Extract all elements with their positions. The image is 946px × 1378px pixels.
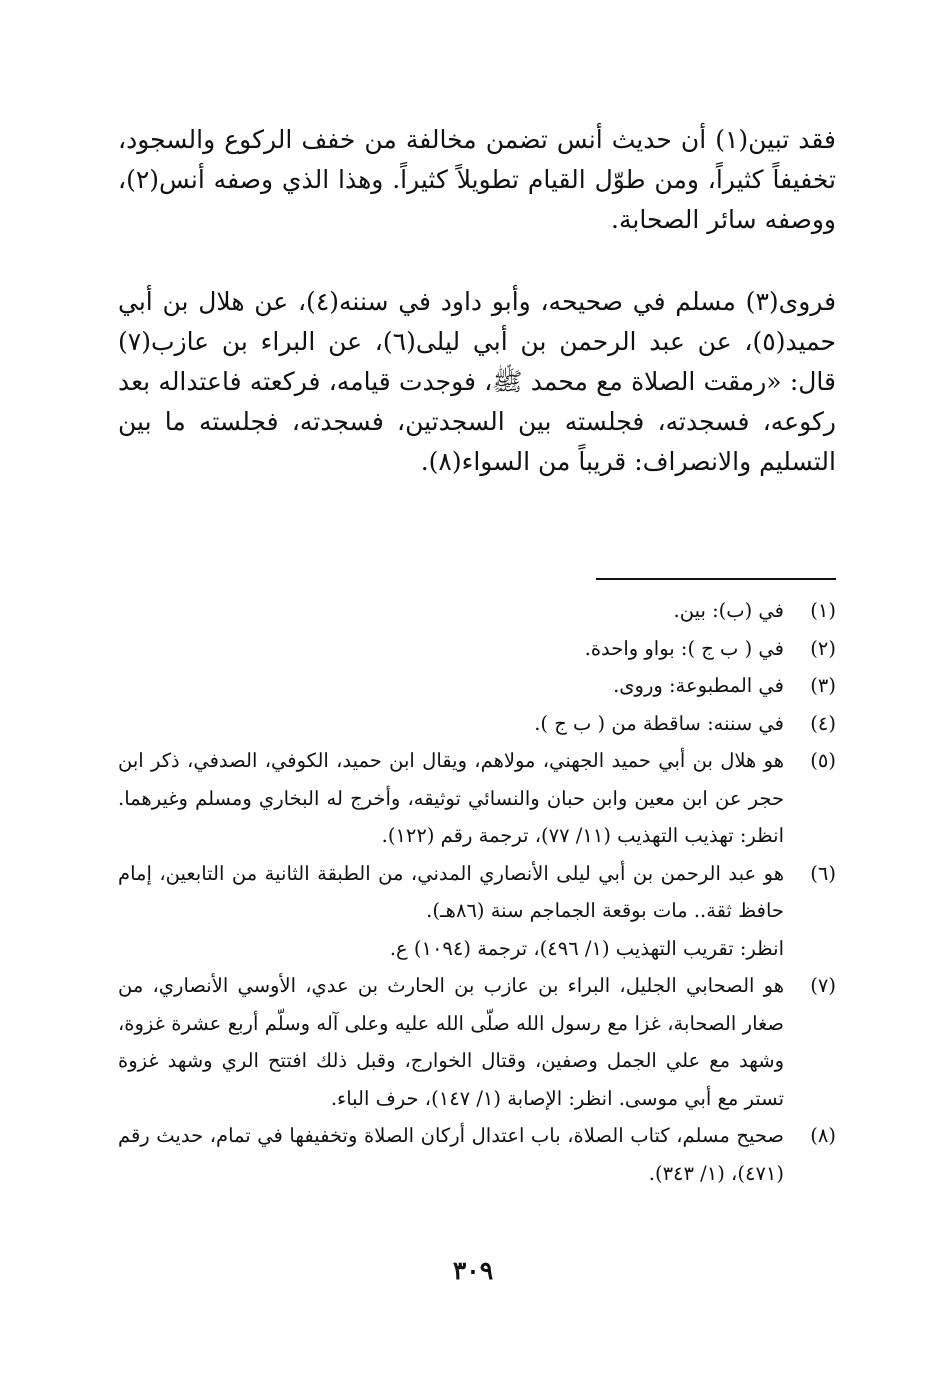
footnote — [118, 592, 836, 630]
footnote-text: في المطبوعة: وروى. — [613, 674, 784, 697]
footnote-text: صحيح مسلم، كتاب الصلاة، باب اعتدال أركان الصلاة وتخفيفها في تمام، حديث رقم (٤٧١)، (١/ ٣٤٣). — [118, 1124, 784, 1185]
footnote-number: (٢) — [810, 636, 836, 660]
footnote — [118, 705, 836, 743]
footnote-reference: انظر: تقريب التهذيب (١/ ٤٩٦)، ترجمة (١٠٩٤) ع. — [389, 936, 784, 960]
body-paragraph-1-text: فقد تبين(١) أن حديث أنس تضمن مخالفة من خفف الركوع والسجود، تخفيفاً كثيراً، ومن طوّل القيام تطويلاً كثيراً. وهذا الذي وصفه أنس(٢)، ووصفه سائر الصحابة. — [118, 125, 837, 234]
footnote-body — [118, 855, 784, 968]
footnote — [118, 742, 836, 855]
footnote — [118, 967, 836, 1117]
footnote — [118, 1117, 836, 1192]
footnote — [118, 667, 836, 705]
body-paragraph-2-text: فروى(٣) مسلم في صحيحه، وأبو داود في سننه(٤)، عن هلال بن أبي حميد(٥)، عن عبد الرحمن بن أبي ليلى(٦)، عن البراء بن عازب(٧) قال: «رمقت الصلاة مع محمد ﷺ، فوجدت قيامه، فركعته فاعتداله بعد ركوعه، فسجدته، فجلسته بين السجدتين، فسجدته، فجلسته ما بين التسليم والانصراف: قريباً من السواء(٨). — [118, 287, 837, 476]
footnote-number: (٦) — [810, 861, 836, 885]
page-number: ٣٠٩ — [452, 1256, 494, 1285]
footnote-number: (٨) — [810, 1124, 836, 1147]
footnote-text: في سننه: ساقطة من ( ب ج ). — [534, 711, 784, 735]
footnote-text: هو هلال بن أبي حميد الجهني، مولاهم، ويقال ابن حميد، الكوفي، الصدفي، ذكر ابن حجر عن ابن معين وابن حبان والنسائي توثيقه، وأخرج له البخاري ومسلم وغيرهما. انظر: تهذيب التهذيب (١١/ ٧٧)، ترجمة رقم (١٢٢). — [118, 749, 784, 847]
footnotes — [118, 592, 836, 1192]
footnote — [118, 855, 836, 968]
footnote-number: (٣) — [810, 674, 836, 697]
footnote-number: (٤) — [810, 711, 836, 735]
footnote-text: في (ب): بين. — [673, 599, 784, 622]
footnote-text: هو الصحابي الجليل، البراء بن عازب بن الحارث بن عدي، الأوسي الأنصاري، من صغار الصحابة، غزا مع رسول الله صلّى الله عليه وعلى آله وسلّم أربع عشرة غزوة، وشهد مع علي الجمل وصفين، وقتال الخوارج، وقبل ذلك افتتح الري وشهد غزوة تستر مع أبي موسى. انظر: الإصابة (١/ ١٤٧)، حرف الباء. — [118, 974, 784, 1110]
footnote-text: هو عبد الرحمن بن أبي ليلى الأنصاري المدني، من الطبقة الثانية من التابعين، إمام حافظ ثقة.. مات بوقعة الجماجم سنة (٨٦هـ). — [118, 861, 784, 922]
footnote-number: (١) — [810, 599, 836, 622]
footnote-number: (٧) — [810, 974, 836, 997]
footnote-number: (٥) — [810, 749, 836, 772]
footnote — [118, 630, 836, 668]
body-paragraph-2 — [118, 282, 836, 482]
body-paragraph-1 — [118, 120, 836, 240]
footnote-separator — [596, 578, 836, 580]
footnote-text: في ( ب ج ): بواو واحدة. — [584, 636, 784, 660]
